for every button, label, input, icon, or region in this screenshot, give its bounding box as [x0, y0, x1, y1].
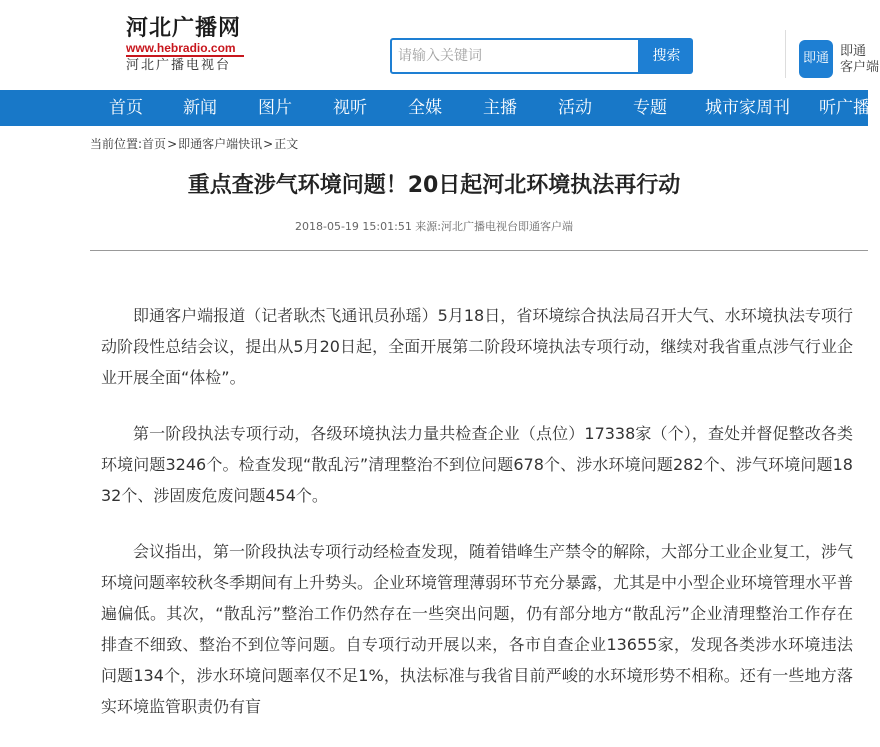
nav-item-topics[interactable]: 专题 — [633, 98, 667, 118]
breadcrumb-separator: > — [167, 137, 178, 151]
article-body — [101, 300, 853, 747]
article-title: 重点查涉气环境问题！20日起河北环境执法再行动 — [187, 173, 681, 198]
nav-item-listen-radio[interactable]: 听广播 — [819, 98, 870, 118]
search-input[interactable] — [392, 40, 644, 72]
breadcrumb-current: 正文 — [274, 137, 299, 151]
nav-item-video[interactable]: 视听 — [333, 98, 367, 118]
nav-item-events[interactable]: 活动 — [558, 98, 592, 118]
breadcrumb-separator: > — [263, 137, 274, 151]
article-meta: 2018-05-19 15:01:51 来源:河北广播电视台即通客户端 — [294, 220, 574, 233]
breadcrumb-prefix: 当前位置: — [90, 137, 143, 151]
nav-item-anchors[interactable]: 主播 — [483, 98, 517, 118]
app-download-label[interactable] — [840, 44, 880, 76]
app-label-line1: 即通 — [840, 44, 867, 59]
search-button[interactable]: 搜索 — [640, 38, 693, 74]
breadcrumb-section-link[interactable]: 即通客户端快讯 — [178, 137, 263, 151]
breadcrumb — [90, 135, 298, 153]
app-logo-icon[interactable]: 即通 — [799, 40, 833, 78]
nav-item-home[interactable]: 首页 — [109, 98, 143, 118]
site-logo[interactable] — [126, 16, 251, 82]
nav-item-media[interactable]: 全媒 — [408, 98, 442, 118]
article-paragraph: 会议指出，第一阶段执法专项行动经检查发现，随着错峰生产禁令的解除，大部分工业企业复工，涉气环境问题率较秋冬季期间有上升势头。企业环境管理薄弱环节充分暴露，尤其是中小型企业环境管理水平普遍偏低。其次，“散乱污”整治工作仍然存在一些突出问题，仍有部分地方“散乱污”企业清理整治工作存在排查不细致、整治不到位等问题。自专项行动开展以来，各市自查企业13655家，发现各类涉水环境违法问题134个，涉水环境问题率仅不足1%，执法标准与我省目前严峻的水环境形势不相称。还有一些地方落实环境监管职责仍有盲 — [101, 542, 854, 716]
search-box — [390, 38, 640, 74]
logo-url: www.hebradio.com — [126, 42, 244, 57]
title-divider — [90, 250, 868, 251]
site-header — [0, 0, 880, 90]
article-paragraph: 即通客户端报道（记者耿杰飞通讯员孙瑶）5月18日，省环境综合执法局召开大气、水环境执法专项行动阶段性总结会议，提出从5月20日起，全面开展第二阶段环境执法专项行动，继续对我省重点涉气行业企业开展全面“体检”。 — [101, 306, 853, 387]
header-divider — [785, 30, 786, 78]
logo-subtitle: 河北广播电视台 — [126, 58, 232, 73]
nav-item-news[interactable]: 新闻 — [183, 98, 217, 118]
breadcrumb-home-link[interactable]: 首页 — [142, 137, 167, 151]
app-label-line2: 客户端 — [840, 60, 880, 75]
nav-item-city-weekly[interactable]: 城市家周刊 — [705, 98, 790, 118]
main-nav — [0, 90, 868, 126]
nav-item-photos[interactable]: 图片 — [258, 98, 292, 118]
article-paragraph: 第一阶段执法专项行动，各级环境执法力量共检查企业（点位）17338家（个），查处并督促整改各类环境问题3246个。检查发现“散乱污”清理整治不到位问题678个、涉水环境问题282个、涉气环境问题1832个、涉固废危废问题454个。 — [101, 424, 853, 505]
logo-title: 河北广播网 — [126, 16, 242, 41]
